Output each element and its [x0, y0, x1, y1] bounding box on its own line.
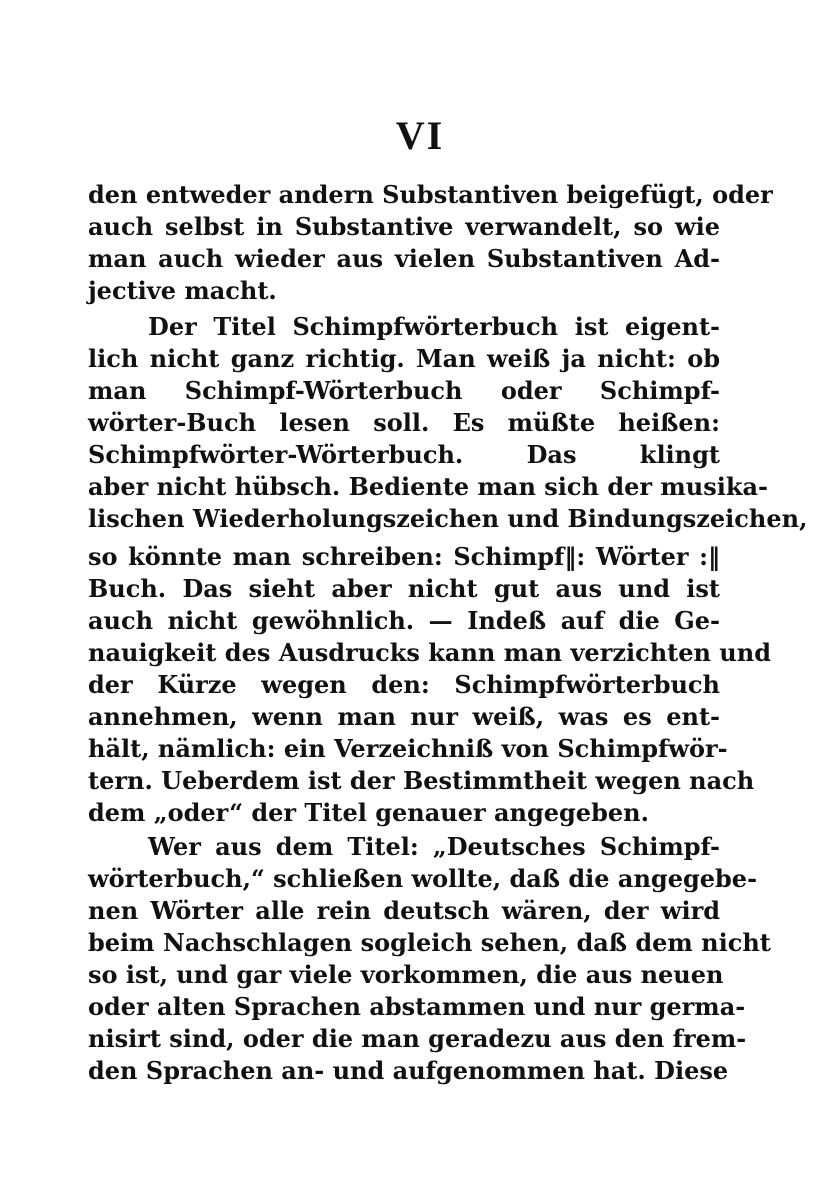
text-line: Der Titel Schimpfwörterbuch ist eigent-: [148, 312, 720, 341]
text-line: man Schimpf-Wörterbuch oder Schimpf-: [88, 376, 720, 405]
text-line: den Sprachen an- und aufgenommen hat. Diese: [88, 1056, 729, 1085]
text-line: wörterbuch,“ schließen wollte, daß die angegebe-: [88, 864, 758, 893]
text-line: jective macht.: [88, 276, 277, 305]
text-line: lich nicht ganz richtig. Man weiß ja nicht: ob: [88, 344, 720, 373]
page-number: VI: [395, 113, 445, 158]
text-line: dem „oder“ der Titel genauer angegeben.: [88, 798, 649, 827]
text-line: Buch. Das sieht aber nicht gut aus und ist: [88, 574, 720, 603]
text-line: man auch wieder aus vielen Substantiven Ad-: [88, 244, 720, 273]
text-line: annehmen, wenn man nur weiß, was es ent-: [88, 702, 720, 731]
text-line: nen Wörter alle rein deutsch wären, der wird: [88, 896, 720, 925]
text-line: aber nicht hübsch. Bediente man sich der musika-: [88, 472, 768, 501]
text-line: hält, nämlich: ein Verzeichniß von Schimpfwör-: [88, 734, 728, 763]
text-line: auch nicht gewöhnlich. — Indeß auf die Ge-: [88, 606, 720, 635]
text-line: nauigkeit des Ausdrucks kann man verzichten und: [88, 638, 771, 667]
text-line: beim Nachschlagen sogleich sehen, daß dem nicht: [88, 928, 771, 957]
text-line: auch selbst in Substantive verwandelt, so wie: [88, 212, 720, 241]
text-line: wörter-Buch lesen soll. Es müßte heißen:: [88, 408, 720, 437]
text-line: den entweder andern Substantiven beigefügt, oder: [88, 180, 773, 209]
text-line: Schimpfwörter-Wörterbuch. Das klingt: [88, 440, 720, 469]
text-line: so könnte man schreiben: Schimpf‖: Wörter :‖: [88, 542, 720, 571]
text-line: nisirt sind, oder die man geradezu aus den frem-: [88, 1024, 747, 1053]
text-line: lischen Wiederholungszeichen und Bindungszeichen,: [88, 504, 808, 533]
text-line: Wer aus dem Titel: „Deutsches Schimpf-: [148, 832, 720, 861]
text-line: der Kürze wegen den: Schimpfwörterbuch: [88, 670, 720, 699]
text-line: oder alten Sprachen abstammen und nur germa-: [88, 992, 746, 1021]
text-line: so ist, und gar viele vorkommen, die aus neuen: [88, 960, 724, 989]
text-line: tern. Ueberdem ist der Bestimmtheit wegen nach: [88, 766, 755, 795]
